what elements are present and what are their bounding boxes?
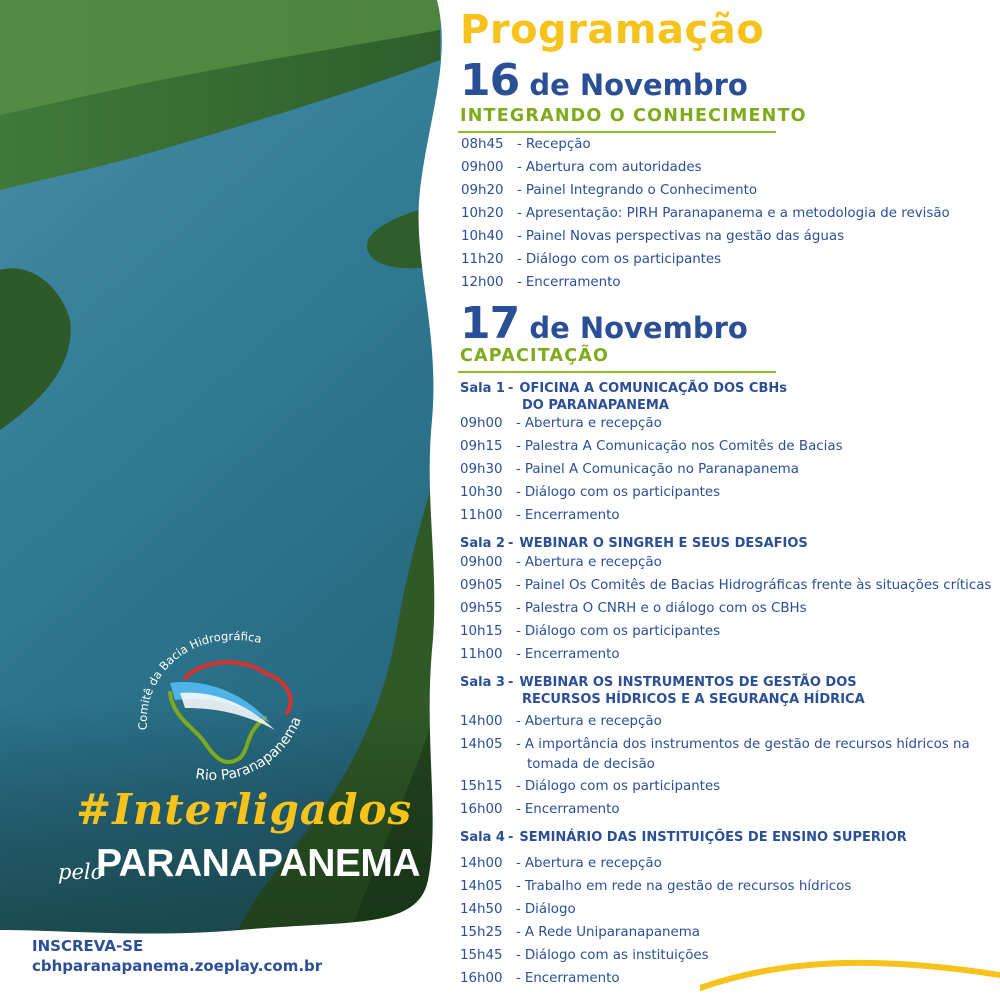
schedule-item xyxy=(460,505,620,527)
item-separator: - xyxy=(516,508,521,523)
schedule-item xyxy=(460,644,620,666)
item-separator: - xyxy=(517,229,522,244)
schedule-item xyxy=(461,134,591,156)
cbh-paranapanema-logo xyxy=(125,618,325,793)
item-time: 09h55 xyxy=(460,601,503,616)
day-1-month: de Novembro xyxy=(519,68,748,102)
item-time: 10h40 xyxy=(461,229,504,244)
sala-title: WEBINAR OS INSTRUMENTOS DE GESTÃO DOS xyxy=(519,675,857,690)
sala-title: OFICINA A COMUNICAÇÃO DOS CBHs xyxy=(519,381,787,396)
sala-heading xyxy=(460,674,865,708)
schedule-item xyxy=(460,799,620,821)
item-separator: - xyxy=(516,416,521,431)
item-label: A Rede Uniparanapanema xyxy=(524,925,700,940)
schedule-item xyxy=(461,226,844,248)
item-separator: - xyxy=(516,925,521,940)
day-1-number: 16 xyxy=(460,55,520,106)
item-time: 15h15 xyxy=(460,779,503,794)
item-label: Abertura e recepção xyxy=(524,856,662,871)
item-label: Diálogo xyxy=(524,902,576,917)
day-2-heading xyxy=(460,298,748,349)
item-label: Abertura e recepção xyxy=(524,714,662,729)
item-label: Palestra O CNRH e o diálogo com os CBHs xyxy=(524,601,807,616)
decorative-yellow-swoosh xyxy=(700,940,1000,1000)
sala-title-continuation: RECURSOS HÍDRICOS E A SEGURANÇA HÍDRICA xyxy=(522,692,865,707)
item-separator: - xyxy=(516,856,521,871)
item-label: Encerramento xyxy=(524,647,620,662)
cta-url-link[interactable]: cbhparanapanema.zoeplay.com.br xyxy=(32,957,323,975)
item-time: 11h20 xyxy=(461,252,504,267)
sala-title: WEBINAR O SINGREH E SEUS DESAFIOS xyxy=(519,536,808,551)
day-2-subtitle: CAPACITAÇÃO xyxy=(460,346,610,366)
sala-title: SEMINÁRIO DAS INSTITUIÇÕES DE ENSINO SUPERIOR xyxy=(519,830,907,845)
item-time: 10h30 xyxy=(460,485,503,500)
item-label: Encerramento xyxy=(524,971,620,986)
item-label: Diálogo com os participantes xyxy=(525,252,722,267)
item-time: 14h00 xyxy=(460,714,503,729)
schedule-item xyxy=(460,899,576,921)
item-label: Recepção xyxy=(525,137,591,152)
schedule-item xyxy=(461,157,702,179)
item-time: 15h25 xyxy=(460,925,503,940)
item-label: Trabalho em rede na gestão de recursos hídricos xyxy=(524,879,852,894)
day-2-month: de Novembro xyxy=(519,311,748,345)
schedule-item xyxy=(460,776,720,798)
sala-name: Sala 2 xyxy=(460,536,505,551)
sala-separator: - xyxy=(508,675,514,690)
schedule-item xyxy=(460,575,991,597)
item-separator: - xyxy=(516,439,521,454)
logo-arc-text: Comitê da Bacia Hidrográfica xyxy=(135,628,264,731)
schedule-item xyxy=(460,413,662,435)
item-separator: - xyxy=(516,714,521,729)
item-label: Diálogo com os participantes xyxy=(524,624,721,639)
schedule-item xyxy=(460,876,851,898)
item-separator: - xyxy=(516,647,521,662)
item-label: A importância dos instrumentos de gestão de recursos hídricos na xyxy=(524,737,970,752)
item-time: 09h20 xyxy=(461,183,504,198)
item-separator: - xyxy=(516,971,521,986)
schedule-item xyxy=(460,436,843,458)
day-2-divider xyxy=(458,371,776,373)
sala-name: Sala 4 xyxy=(460,830,505,845)
item-separator: - xyxy=(516,624,521,639)
item-separator: - xyxy=(516,948,521,963)
item-separator: - xyxy=(516,879,521,894)
item-label: Abertura com autoridades xyxy=(525,160,702,175)
item-separator: - xyxy=(517,137,522,152)
sala-separator: - xyxy=(508,830,514,845)
schedule-item xyxy=(460,945,709,967)
item-separator: - xyxy=(517,206,522,221)
item-separator: - xyxy=(516,578,521,593)
item-separator: - xyxy=(517,160,522,175)
schedule-item xyxy=(460,598,807,620)
campaign-pelo: pelo xyxy=(58,860,104,884)
schedule-item xyxy=(460,922,700,944)
schedule-item xyxy=(460,734,970,756)
item-separator: - xyxy=(516,601,521,616)
schedule-item xyxy=(460,853,662,875)
item-time: 14h05 xyxy=(460,737,503,752)
item-separator: - xyxy=(516,779,521,794)
item-time: 16h00 xyxy=(460,802,503,817)
schedule-item xyxy=(461,249,721,271)
item-time: 15h45 xyxy=(460,948,503,963)
item-label: Diálogo com as instituições xyxy=(524,948,709,963)
item-time: 08h45 xyxy=(461,137,504,152)
item-label: Painel Integrando o Conhecimento xyxy=(525,183,758,198)
item-label: Encerramento xyxy=(524,802,620,817)
day-1-heading xyxy=(460,55,748,106)
schedule-item xyxy=(460,621,720,643)
sala-heading xyxy=(460,535,808,552)
schedule-item xyxy=(461,203,950,225)
sala-title-continuation: DO PARANAPANEMA xyxy=(522,398,669,413)
item-label-continuation: tomada de decisão xyxy=(527,757,655,772)
item-separator: - xyxy=(516,737,521,752)
item-time: 14h50 xyxy=(460,902,503,917)
logo-name: Rio Paranapanema xyxy=(194,714,305,784)
item-time: 16h00 xyxy=(460,971,503,986)
item-time: 11h00 xyxy=(460,647,503,662)
item-separator: - xyxy=(516,555,521,570)
sala-heading xyxy=(460,829,907,846)
schedule-item xyxy=(460,711,662,733)
cta-label: INSCREVA-SE xyxy=(32,937,144,955)
item-time: 09h15 xyxy=(460,439,503,454)
item-time: 09h30 xyxy=(460,462,503,477)
item-separator: - xyxy=(517,275,522,290)
item-label: Encerramento xyxy=(525,275,621,290)
item-label: Diálogo com os participantes xyxy=(524,485,721,500)
day-1-divider xyxy=(458,131,776,133)
item-separator: - xyxy=(517,252,522,267)
campaign-hashtag: #Interligados xyxy=(76,785,413,834)
day-2-number: 17 xyxy=(460,298,520,349)
item-time: 09h00 xyxy=(460,416,503,431)
schedule-item xyxy=(460,459,799,481)
item-label: Painel A Comunicação no Paranapanema xyxy=(524,462,799,477)
item-label: Abertura e recepção xyxy=(524,416,662,431)
item-time: 09h00 xyxy=(460,555,503,570)
item-time: 14h05 xyxy=(460,879,503,894)
item-label: Abertura e recepção xyxy=(524,555,662,570)
schedule-item xyxy=(460,968,620,990)
sala-heading xyxy=(460,380,787,414)
schedule-item xyxy=(461,180,757,202)
item-separator: - xyxy=(516,462,521,477)
item-separator: - xyxy=(516,485,521,500)
item-label: Palestra A Comunicação nos Comitês de Bacias xyxy=(524,439,843,454)
item-label: Encerramento xyxy=(524,508,620,523)
item-separator: - xyxy=(516,902,521,917)
item-time: 14h00 xyxy=(460,856,503,871)
item-label: Apresentação: PIRH Paranapanema e a metodologia de revisão xyxy=(525,206,950,221)
item-label: Diálogo com os participantes xyxy=(524,779,721,794)
item-time: 12h00 xyxy=(461,275,504,290)
item-label: Painel Os Comitês de Bacias Hidrográficas frente às situações críticas xyxy=(524,578,992,593)
schedule-item xyxy=(461,272,621,294)
sala-separator: - xyxy=(508,536,514,551)
page-title: Programação xyxy=(460,7,765,53)
item-separator: - xyxy=(517,183,522,198)
item-separator: - xyxy=(516,802,521,817)
item-time: 09h05 xyxy=(460,578,503,593)
item-time: 10h15 xyxy=(460,624,503,639)
schedule-item xyxy=(460,552,662,574)
item-label: Painel Novas perspectivas na gestão das águas xyxy=(525,229,845,244)
sala-name: Sala 3 xyxy=(460,675,505,690)
campaign-name: PARANAPANEMA xyxy=(96,842,421,885)
item-time: 09h00 xyxy=(461,160,504,175)
sala-name: Sala 1 xyxy=(460,381,505,396)
sala-separator: - xyxy=(508,381,514,396)
item-time: 11h00 xyxy=(460,508,503,523)
item-time: 10h20 xyxy=(461,206,504,221)
schedule-item xyxy=(460,482,720,504)
day-1-subtitle: INTEGRANDO O CONHECIMENTO xyxy=(460,106,807,126)
